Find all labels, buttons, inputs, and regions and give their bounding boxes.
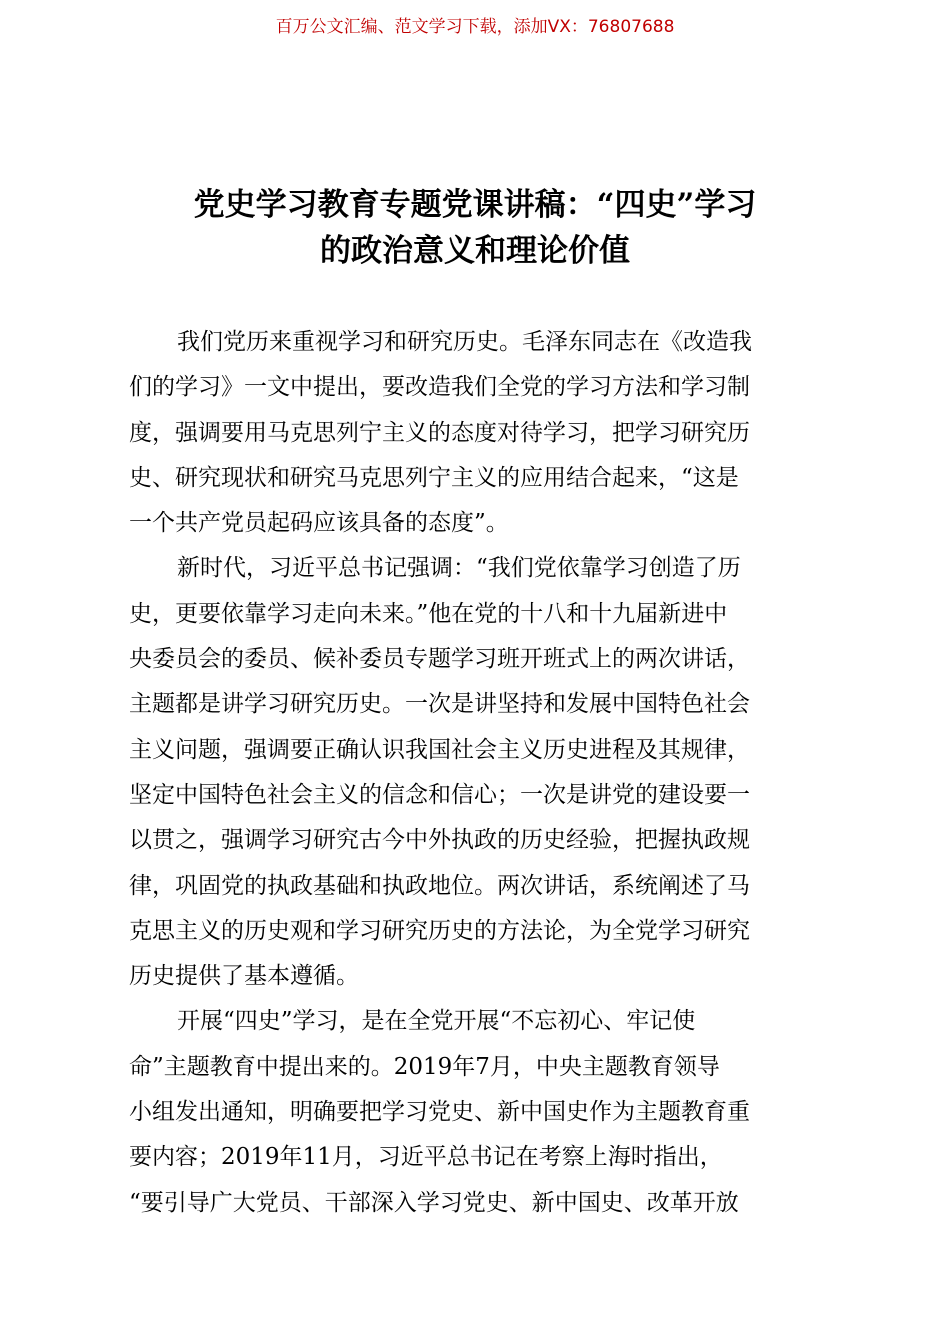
text-line: 度，强调要用马克思列宁主义的态度对待学习，把学习研究历	[129, 419, 750, 446]
text-line: 史，更要依靠学习走向未来。”他在党的十八和十九届新进中	[129, 600, 728, 627]
text-line: 律，巩固党的执政基础和执政地位。两次讲话，系统阐述了马	[129, 872, 750, 899]
text-line: 们的学习》一文中提出，要改造我们全党的学习方法和学习制	[129, 374, 750, 401]
text-line: 我们党历来重视学习和研究历史。毛泽东同志在《改造我	[177, 329, 752, 355]
text-line: 一个共产党员起码应该具备的态度”。	[129, 510, 509, 537]
text-line: 开展“四史”学习，是在全党开展“不忘初心、牢记使	[177, 1008, 696, 1035]
text-line: 历史提供了基本遵循。	[129, 963, 359, 990]
title-line: 的政治意义和理论价值	[320, 233, 630, 269]
paragraph-3	[129, 999, 821, 1225]
text-line: 央委员会的委员、候补委员专题学习班开班式上的两次讲话，	[129, 646, 750, 673]
title-line: 党史学习教育专题党课讲稿：“四史”学习	[193, 187, 757, 223]
paragraph-2	[129, 546, 821, 999]
text-line: “要引导广大党员、干部深入学习党史、新中国史、改革开放	[129, 1189, 739, 1216]
text-line: 小组发出通知，明确要把学习党史、新中国史作为主题教育重	[129, 1099, 750, 1126]
text-line: 史、研究现状和研究马克思列宁主义的应用结合起来，“这是	[129, 464, 739, 491]
document-title	[130, 182, 820, 274]
text-line: 要内容；2019年11月，习近平总书记在考察上海时指出，	[129, 1144, 723, 1171]
watermark-header-note: 百万公文汇编、范文学习下载，添加VX：76807688	[275, 17, 675, 37]
text-line: 主义问题，强调要正确认识我国社会主义历史进程及其规律，	[129, 736, 750, 763]
text-line: 坚定中国特色社会主义的信念和信心；一次是讲党的建设要一	[129, 781, 750, 808]
text-line: 命”主题教育中提出来的。2019年7月，中央主题教育领导	[129, 1053, 720, 1080]
paragraph-1	[129, 320, 821, 546]
document-body	[129, 320, 821, 1226]
text-line: 克思主义的历史观和学习研究历史的方法论，为全党学习研究	[129, 917, 750, 944]
text-line: 主题都是讲学习研究历史。一次是讲坚持和发展中国特色社会	[129, 691, 750, 718]
text-line: 新时代，习近平总书记强调：“我们党依靠学习创造了历	[177, 555, 741, 582]
text-line: 以贯之，强调学习研究古今中外执政的历史经验，把握执政规	[129, 827, 750, 854]
